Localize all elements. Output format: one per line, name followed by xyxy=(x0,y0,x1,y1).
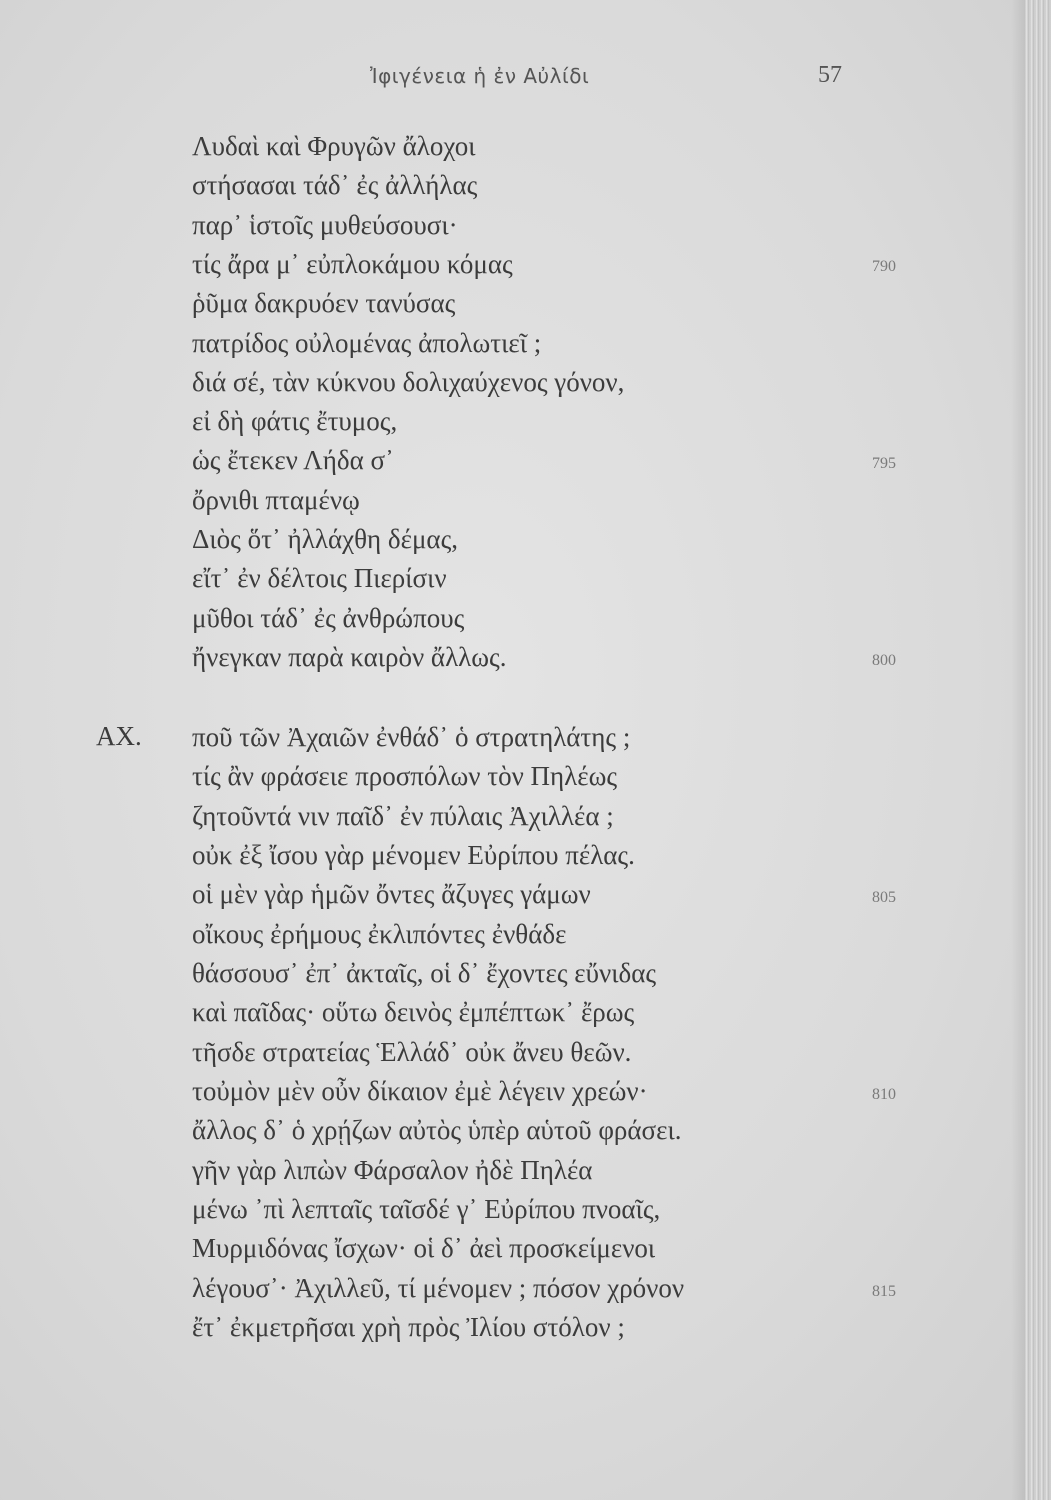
verse-line: ὄρνιθι πταμένῳ xyxy=(192,485,360,515)
verse-line: οἴκους ἐρήμους ἐκλιπόντες ἐνθάδε xyxy=(192,919,567,949)
line-number: 790 xyxy=(872,258,896,275)
verse-line: τοὐμὸν μὲν οὖν δίκαιον ἐμὲ λέγειν χρεών· xyxy=(192,1076,648,1106)
verse-line: παρ᾽ ἱστοῖς μυθεύσουσι· xyxy=(192,210,458,240)
verse-line: εἴτ᾽ ἐν δέλτοις Πιερίσιν xyxy=(192,563,447,593)
verse-line: ὡς ἔτεκεν Λήδα σ᾽ xyxy=(192,445,395,475)
verse-line: ἔτ᾽ ἐκμετρῆσαι χρὴ πρὸς Ἰλίου στόλον ; xyxy=(192,1312,625,1342)
verse-line: καὶ παῖδας· οὕτω δεινὸς ἐμπέπτωκ᾽ ἔρως xyxy=(192,997,635,1027)
line-number: 800 xyxy=(872,652,896,669)
verse-line: στήσασαι τάδ᾽ ἐς ἀλλήλας xyxy=(192,170,478,200)
verse-line: οἱ μὲν γὰρ ἡμῶν ὄντες ἄζυγες γάμων xyxy=(192,879,591,909)
verse-line: ζητοῦντά νιν παῖδ᾽ ἐν πύλαις Ἀχιλλέα ; xyxy=(192,801,614,831)
verse-line: τῆσδε στρατείας Ἑλλάδ᾽ οὐκ ἄνευ θεῶν. xyxy=(192,1037,632,1067)
page-number: 57 xyxy=(818,62,842,88)
verse-line: διά σέ, τὰν κύκνου δολιχαύχενος γόνον, xyxy=(192,367,625,397)
line-number: 815 xyxy=(872,1283,896,1300)
line-number: 810 xyxy=(872,1086,896,1103)
verse-line: ἤνεγκαν παρὰ καιρὸν ἄλλως. xyxy=(192,642,507,672)
line-number: 805 xyxy=(872,889,896,906)
verse-line: γῆν γὰρ λιπὼν Φάρσαλον ἠδὲ Πηλέα xyxy=(192,1155,593,1185)
verse-line: εἰ δὴ φάτις ἔτυμος, xyxy=(192,406,398,436)
verse-line: πατρίδος οὐλομένας ἀπολωτιεῖ ; xyxy=(192,328,542,358)
verse-line: ποῦ τῶν Ἀχαιῶν ἐνθάδ᾽ ὁ στρατηλάτης ; xyxy=(192,722,631,752)
running-head: Ἰφιγένεια ἡ ἐν Αὐλίδι xyxy=(370,64,590,88)
verse-line: τίς ἂν φράσειε προσπόλων τὸν Πηλέως xyxy=(192,761,618,791)
verse-line: μένω ᾽πὶ λεπταῖς ταῖσδέ γ᾽ Εὐρίπου πνοαῖς, xyxy=(192,1194,661,1224)
verse-line: οὐκ ἐξ ἴσου γὰρ μένομεν Εὐρίπου πέλας. xyxy=(192,840,635,870)
page-edge xyxy=(1025,0,1051,1500)
page-edge-shadow xyxy=(1011,0,1025,1500)
verse-line: Μυρμιδόνας ἴσχων· οἱ δ᾽ ἀεὶ προσκείμενοι xyxy=(192,1233,656,1263)
verse-line: μῦθοι τάδ᾽ ἐς ἀνθρώπους xyxy=(192,603,465,633)
verse-line: ἄλλος δ᾽ ὁ χρῄζων αὐτὸς ὑπὲρ αὑτοῦ φράσει. xyxy=(192,1115,682,1145)
line-number: 795 xyxy=(872,455,896,472)
speaker-label: ΑΧ. xyxy=(96,721,142,751)
verse-line: θάσσουσ᾽ ἐπ᾽ ἀκταῖς, οἱ δ᾽ ἔχοντες εὔνιδας xyxy=(192,958,657,988)
verse-line: Διὸς ὅτ᾽ ἠλλάχθη δέμας, xyxy=(192,524,459,554)
verse-line: τίς ἄρα μ᾽ εὐπλοκάμου κόμας xyxy=(192,249,513,279)
verse-line: Λυδαὶ καὶ Φρυγῶν ἄλοχοι xyxy=(192,131,476,161)
verse-line: ῥῦμα δακρυόεν τανύσας xyxy=(192,288,456,318)
verse-line: λέγουσ᾽· Ἀχιλλεῦ, τί μένομεν ; πόσον χρόνον xyxy=(192,1273,685,1303)
